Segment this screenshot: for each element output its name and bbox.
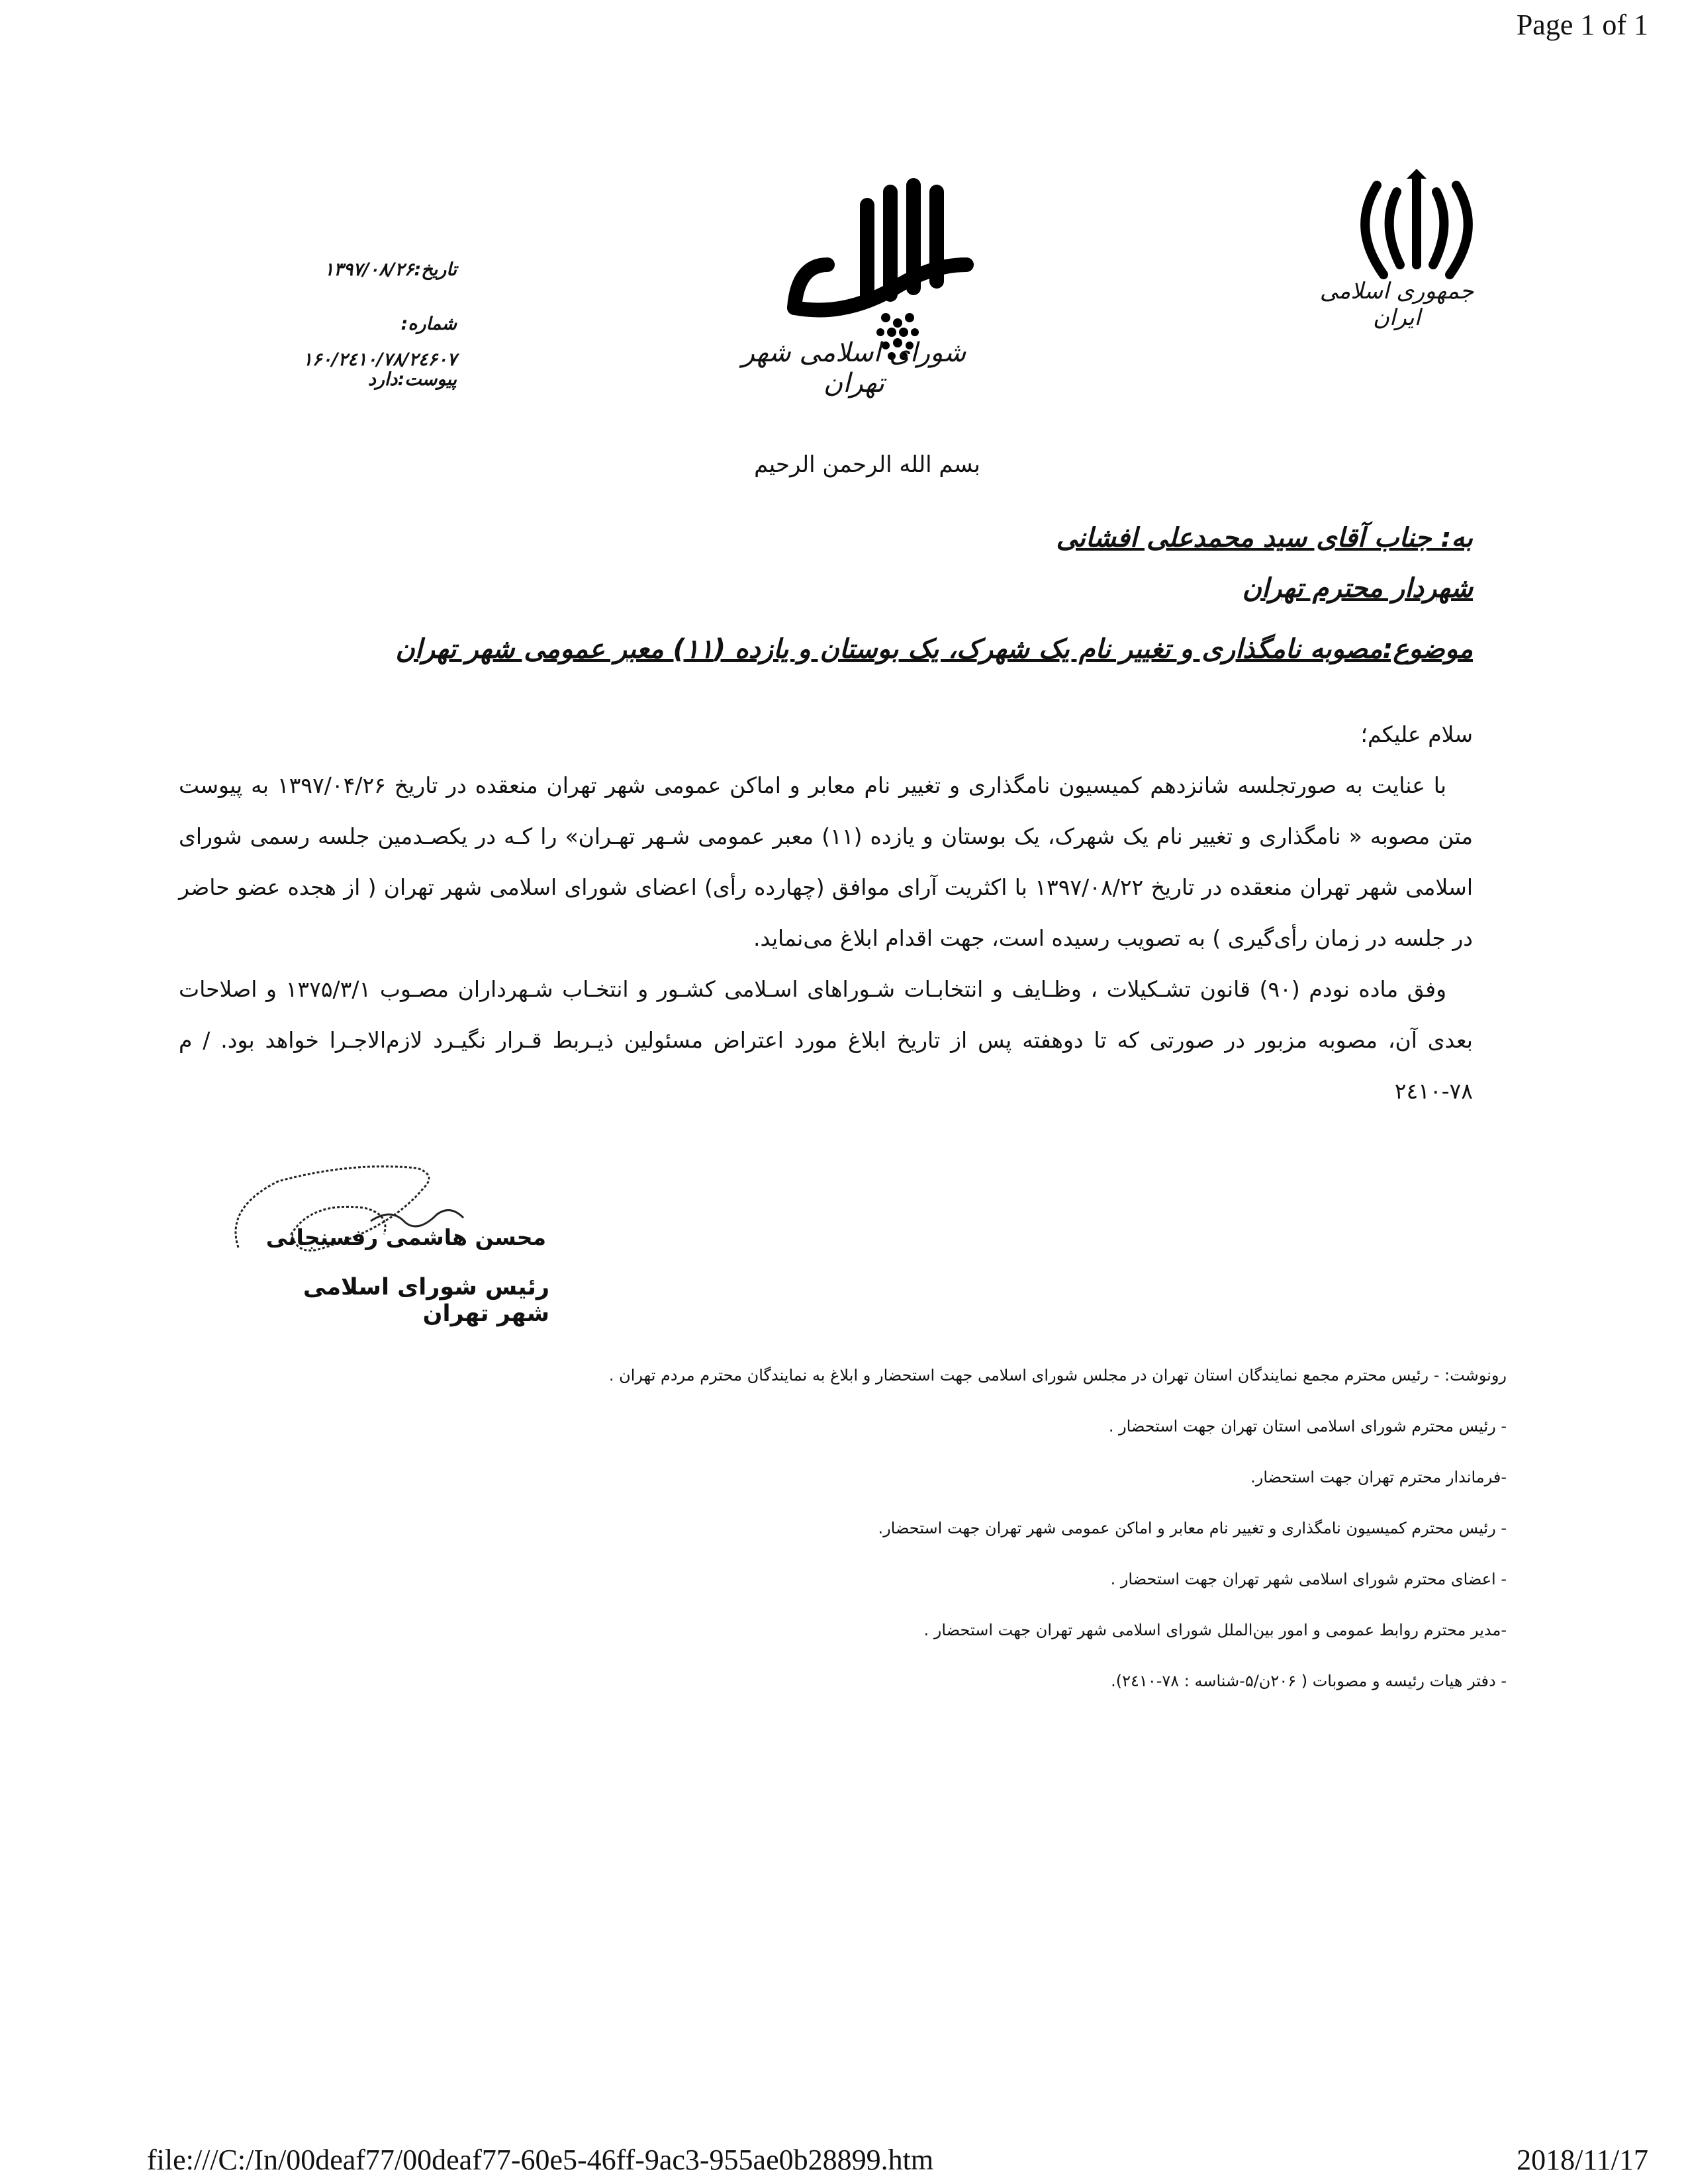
greeting: سلام علیکم؛ xyxy=(1360,721,1473,747)
letter-body xyxy=(179,760,1473,1116)
signatory-title: رئیس شورای اسلامی شهر تهران xyxy=(303,1274,549,1327)
recipient-line: به: جناب آقای سید محمدعلی افشانی xyxy=(1056,523,1473,553)
attachment-row xyxy=(205,369,457,390)
copies-list xyxy=(447,1350,1507,1707)
page-indicator: Page 1 of 1 xyxy=(1516,9,1648,41)
copy-line: - اعضای محترم شورای اسلامی شهر تهران جهت استحضار . xyxy=(1110,1570,1507,1588)
copy-line: - رئیس محترم کمیسیون نامگذاری و تغییر نام معابر و اماکن عمومی شهر تهران جهت استحضار. xyxy=(878,1519,1507,1537)
copy-line: -فرماندار محترم تهران جهت استحضار. xyxy=(1250,1468,1507,1486)
date-label: تاریخ: xyxy=(414,259,457,280)
signatory-name: محسن هاشمی رفسنجانی xyxy=(265,1224,546,1250)
bismillah: بسم الله الرحمن الرحيم xyxy=(754,451,980,478)
recipient-title: شهردار محترم تهران xyxy=(1242,573,1473,604)
date-value: ۱۳۹۷/۰۸/۲۶ xyxy=(324,259,414,280)
file-path: file:///C:/In/00deaf77/00deaf77-60e5-46ff-9ac3-955ae0b28899.htm xyxy=(147,2144,934,2176)
iran-name: جمهوری اسلامی ایران xyxy=(1319,278,1474,331)
copy-line: - دفتر هیات رئیسه و مصوبات ( ۲۰۶ن/۵-شناسه : ۷۸-۲٤۱۰). xyxy=(1111,1672,1507,1690)
number-value: ۱۶۰/۲٤۱۰/۷۸/۲٤۶۰۷ xyxy=(303,349,457,370)
attachment-value: دارد xyxy=(367,369,398,390)
print-date: 2018/11/17 xyxy=(1517,2144,1648,2176)
iran-emblem-icon xyxy=(1340,165,1493,291)
body-paragraph: با عنایت به صورتجلسه شانزدهم کمیسیون نامگذاری و تغییر نام معابر و اماکن عمومی شهر تهران منعقده در تاریخ ۱۳۹۷/۰۴/۲۶ به پیوست متن مصوبه « نامگذاری و تغییر نام یک شهرک، یک بوستان و یازده (۱۱) معبر عمومی شـهر تهـران» را کـه در یکصـدمین جلسه رسمی شورای اسلامی شهر تهران منعقده در تاریخ ۱۳۹۷/۰۸/۲۲ با اکثریت آرای موافق (چهارده رأی) اعضای شورای اسلامی شهر تهران ( از هجده عضو حاضر در جلسه در زمان رأی‌گیری ) به تصویب رسیده است، جهت اقدام ابلاغ می‌نماید. xyxy=(179,772,1473,951)
body-paragraph: وفق ماده نودم (۹۰) قانون تشـکیلات ، وظـایف و انتخابـات شـوراهای اسـلامی کشـور و انتخـاب شـهرداران مصـوب ۱۳۷۵/۳/۱ و اصلاحات بعدی آن، مصوبه مزبور در صورتی که تا دوهفته پس از تاریخ ابلاغ مورد اعتراض مسئولین ذیـربط قـرار نگیـرد لازم‌الاجـرا خواهد بود. / م ۷۸-۲٤۱۰ xyxy=(179,976,1473,1104)
copy-line: - رئیس محترم شورای اسلامی استان تهران جهت استحضار . xyxy=(1108,1417,1507,1435)
letter-subject: موضوع:مصوبه نامگذاری و تغییر نام یک شهرک، یک بوستان و یازده (۱۱) معبر عمومی شهر تهران xyxy=(395,634,1473,664)
date-row xyxy=(205,259,457,281)
number-label: شماره: xyxy=(400,314,457,334)
attachment-label: پیوست: xyxy=(397,369,457,390)
council-name: شورای اسلامی شهر تهران xyxy=(741,338,966,398)
copy-line: -مدیر محترم روابط عمومی و امور بین‌الملل شورای اسلامی شهر تهران جهت استحضار . xyxy=(923,1621,1507,1639)
copy-line: رونوشت: - رئیس محترم مجمع نمایندگان استان تهران در مجلس شورای اسلامی جهت استحضار و ابلاغ به نمایندگان محترم مردم تهران . xyxy=(608,1366,1507,1385)
